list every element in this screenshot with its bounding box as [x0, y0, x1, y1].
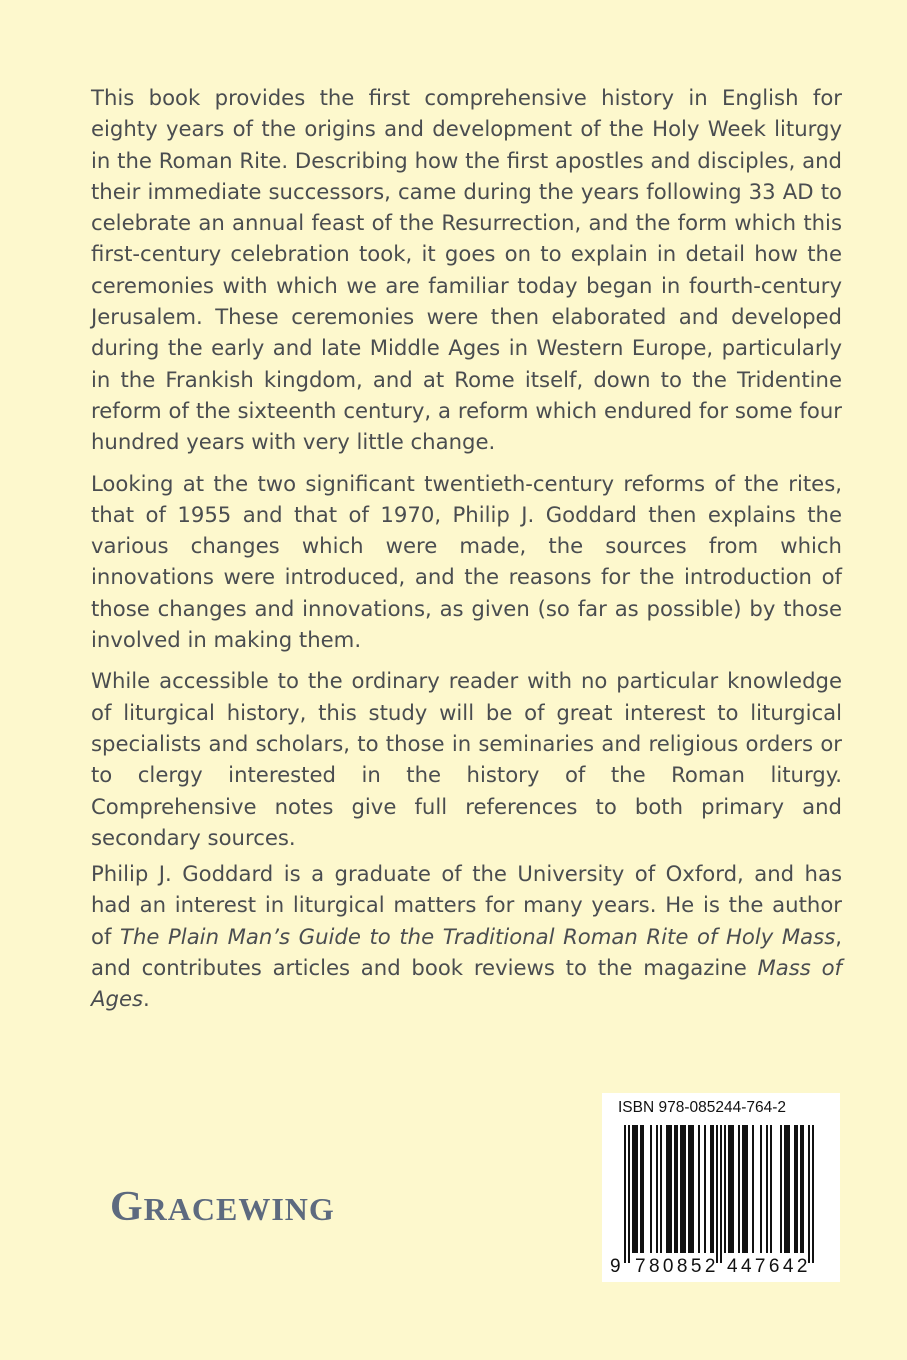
- barcode-guard-bar: [628, 1125, 630, 1263]
- description-paragraph-1: This book provides the first comprehensive history in English for eighty years of the origins and development of the Holy Week liturgy in the Roman Rite. Describing how the first apostles and disciples, and their immediate successors, came during the years following 33 AD to celebrate an annual feast of the Resurrection, and the form which this first-century celebration took, it goes on to explain in detail how the ceremonies with which we are familiar today began in fourth-century Jerusalem. These ceremonies were then elaborated and developed during the early and late Middle Ages in Western Europe, particularly in the Frankish kingdom, and at Rome itself, down to the Tridentine reform of the sixteenth century, a reform which endured for some four hundred years with very little change.: [91, 85, 842, 455]
- barcode-bar: [770, 1125, 772, 1253]
- barcode-bar: [660, 1125, 662, 1253]
- barcode-bar: [780, 1125, 782, 1253]
- description-paragraph-2: Looking at the two significant twentieth-century reforms of the rites, that of 1955 and that of 1970, Philip J. Goddard then explains the various changes which were made, the sources from which innovations were introduced, and the reasons for the introduction of those changes and innovations, as given (so far as possible) by those involved in making them.: [91, 470, 842, 653]
- isbn-barcode: [602, 1093, 840, 1282]
- barcode-bar: [728, 1125, 734, 1253]
- barcode-bar: [704, 1125, 706, 1253]
- barcode-bar: [640, 1125, 644, 1253]
- barcode-bar: [656, 1125, 658, 1253]
- barcode-bar: [698, 1125, 700, 1253]
- author-book-title: The Plain Man’s Guide to the Traditional Roman Rite of Holy Mass: [120, 923, 836, 949]
- magazine-title: Mass of Ages: [91, 954, 843, 1012]
- barcode-guard-bar: [720, 1125, 722, 1263]
- author-bio-paragraph: [91, 858, 842, 1014]
- barcode-bar: [650, 1125, 652, 1253]
- barcode-digits: [602, 1256, 840, 1280]
- publisher-initial: G: [110, 1184, 144, 1230]
- barcode-bars: [602, 1093, 840, 1263]
- barcode-bar: [752, 1125, 754, 1253]
- author-bio-text-3: .: [143, 986, 150, 1012]
- barcode-bar: [680, 1125, 686, 1253]
- barcode-bar: [710, 1125, 714, 1253]
- author-bio-text-1: Philip J. Goddard is a graduate of the University of Oxford, and has had an interest in liturgical matters for many years. He is the author of: [91, 861, 842, 949]
- barcode-bar: [632, 1125, 638, 1253]
- publisher-logo: [110, 1183, 335, 1231]
- barcode-digits-right: 447642: [727, 1256, 811, 1277]
- barcode-bar: [800, 1125, 804, 1253]
- barcode-guard-bar: [808, 1125, 810, 1263]
- description-paragraph-3: While accessible to the ordinary reader with no particular knowledge of liturgical history, this study will be of great interest to liturgical specialists and scholars, to those in seminaries and religious orders or to clergy interested in the history of the Roman liturgy. Comprehensive notes give full references to both primary and secondary sources.: [91, 668, 842, 850]
- author-bio: [91, 858, 842, 1014]
- barcode-bar: [738, 1125, 740, 1253]
- barcode-bar: [760, 1125, 762, 1253]
- isbn-label: ISBN 978-085244-764-2: [618, 1099, 787, 1116]
- barcode-bar: [724, 1125, 726, 1253]
- barcode-bar: [666, 1125, 672, 1253]
- barcode-bar: [674, 1125, 678, 1253]
- barcode-digit-first: 9: [610, 1256, 621, 1277]
- barcode-guard-bar: [812, 1125, 814, 1263]
- barcode-bar: [742, 1125, 748, 1253]
- barcode-bar: [766, 1125, 768, 1253]
- publisher-name-rest: RACEWING: [143, 1191, 335, 1227]
- book-description: [91, 82, 842, 863]
- barcode-guard-bar: [716, 1125, 718, 1263]
- author-bio-text-2: , and contributes articles and book reviews to the magazine: [91, 923, 842, 980]
- barcode-guard-bar: [624, 1125, 626, 1263]
- barcode-bar: [688, 1125, 694, 1253]
- barcode-bar: [784, 1125, 790, 1253]
- barcode-bar: [794, 1125, 798, 1253]
- barcode-digits-left: 780852: [635, 1256, 719, 1277]
